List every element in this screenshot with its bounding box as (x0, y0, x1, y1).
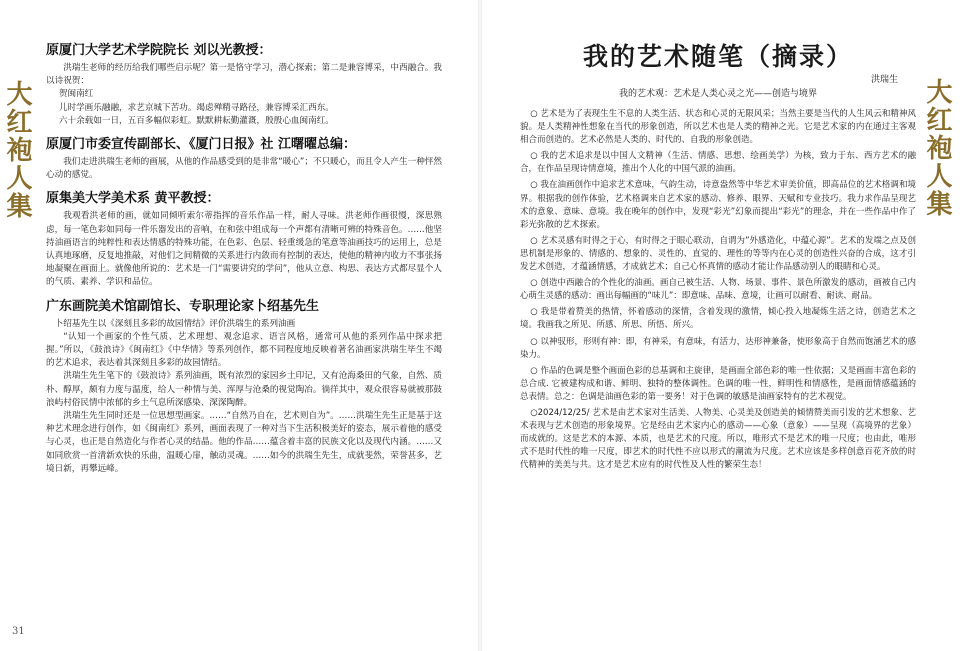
right-column (520, 40, 916, 475)
paragraph: 洪瑞生先生同时还是一位思想型画家。……“自然乃自在，艺术则自为”。……洪瑞生先生正是基于这种艺术理念进行创作，如《闽南红》系列，画面表现了一种对当下生活积极美好的姿态，展示着他的感受与心灵，也正是自然造化与作者心灵的结晶。他的作品……蕴含着丰富的民族文化以及现代内涵。……又如同欣赏一首清新欢快的乐曲，温暖心扉，触动灵魂。……如今的洪瑞生先生，成就斐然，荣誉甚多，艺境日新，再攀远峰。 (46, 411, 442, 474)
paragraph: “认知一个画家的个性气质、艺术理想、观念追求、语言风格，通常可从他的系列作品中探求把握。”所以，《鼓浪诗》《闽南红》《中华情》等系列创作，都不同程度地反映着著名油画家洪瑞生毕生不竭的艺术追求，表达着其深刻且多彩的故园情结。 (46, 331, 442, 369)
essay-paragraph: ○ 我的艺术追求是以中国人文精神（生活、情感、思想、绘画美学）为核，致力于东、西方艺术的融合，在作品呈现诗情意境，推出个人化的中国气派的油画。 (520, 151, 916, 175)
poem-title: 贺闽南红 (58, 89, 94, 100)
section-heading: 广东画院美术馆副馆长、专职理论家卜绍基先生 (46, 298, 320, 314)
subtitle: 我的艺术观：艺术是人类心灵之光——创造与境界 (618, 89, 817, 99)
section-huang (46, 190, 442, 289)
section-heading: 原集美大学美术系 黄平教授： (46, 191, 220, 207)
essay-paragraph: ○ 我是带着赞美的热情，怀着感动的深情，含着发现的激情，倾心投入地凝炼生活之诗，创造艺术之境。我画我之所见、所感、所思、所悟、所兴。 (520, 307, 916, 331)
section-jiang (46, 136, 442, 182)
section-heading: 原厦门市委宣传副部长、《厦门日报》社 江曙曜总编： (46, 137, 357, 153)
poem-line: 六十余载如一日，五百多幅似彩虹。默默耕耘勤灌溉，殷殷心血闽南红。 (58, 115, 334, 126)
vertical-title-right: 大红袍人集 (922, 78, 952, 218)
essay-paragraph: ○2024/12/25/ 艺术是由艺术家对生活美、人物美、心灵美及创造美的倾情赞美而引发的艺术想象、艺术表现与艺术创造的形象境界。它是经由艺术家内心的感动——心象（意象）——呈现（高境界的艺象）而成就的。这是艺术的本源、本质，也是艺术的尺度。所以，唯形式不是艺术的唯一尺度；也由此，唯形式不是时代性的唯一尺度，即艺术的时代性不应以形式的潮流为尺度。艺术应该是多样创意百花齐放的时代精神的美美与共。这才是艺术应有的时代性及人性的繁荣生态！ (520, 407, 916, 471)
section-heading: 原厦门大学艺术学院院长 刘以光教授： (46, 43, 272, 58)
essay-paragraph: ○ 作品的色调是整个画面色彩的总基调和主旋律，是画面全部色彩的唯一性依据；又是画面丰富色彩的总合成. 它被建构成和谐、鲜明、独特的整体调性。色调的唯一性，鲜明性和情感性，是画面情感蕴涵的总表情。总之：色调是油画色彩的第一要务！对于色调的敏感是油画家特有的艺术视觉。 (520, 365, 916, 402)
section-bu (46, 298, 442, 476)
essay-paragraph: ○ 我在油画创作中追求艺术意味，气韵生动，诗意盎然等中华艺术审美价值，即高品位的艺术格调和境界。根据我的创作体验，艺术格调来自艺术家的感动、修养、眼界、天赋和专业技巧。我力求作品呈现艺术的意象、意味、意境。我在晚年的创作中，发现“彩光”幻象而提出“彩光”的理念，并在一些作品中作了彩光弥散的艺术探索。 (520, 180, 916, 230)
paragraph: 我观看洪老师的画，就如同倾听索尔蒂指挥的音乐作品一样，耐人寻味。洪老师作画很慢，深思熟虑，每一笔色彩如同每一件乐器发出的音响，在和弦中组成每一个声都有清晰可辨的特殊音色。……他坚持油画语言的纯粹性和表达情感的特殊功能，在色彩、色层、轻重缓急的笔意等油画技巧的运用上，总是认真地琢磨，反复地推敲，对他们之间精微的关系进行内敛而有控制的表达，使他的精神内收力不事张扬地凝聚在画面上。就像他所说的：艺术是一门“需要讲究的学问”，他从立意、构思、表达方式都尽显个人的气质、素养、学识和品位。 (46, 211, 442, 288)
paragraph: 卜绍基先生以《深刻且多彩的故园情结》评价洪瑞生的系列油画 (54, 318, 296, 329)
vertical-title-left: 大红袍人集 (2, 80, 32, 220)
right-page (480, 0, 960, 651)
left-column (46, 42, 442, 484)
page-title: 我的艺术随笔（摘录） (582, 42, 853, 71)
essay-paragraph: ○ 艺术是为了表现生生不息的人类生活、状态和心灵的无限风采；当然主要是当代的人生风云和精神风貌。是人类精神性想象在当代的形象创造，所以艺术也是人类的精神之光。它是艺术家的内在通过主客观相合而创造的。艺术必然是人类的、时代的、自我的形象创造。 (520, 109, 916, 146)
paragraph: 我们走进洪瑞生老师的画展，从他的作品感受到的是非常“暖心”；不只暖心，而且令人产生一种怦然心动的感觉。 (46, 157, 442, 181)
essay-paragraph: ○ 创造中西融合的个性化的油画。画自己被生活、人物、场景、事件、景色所激发的感动，画被自己内心萌生灵感的感动：画出每幅画的“味儿”：即意味、品味、意境，让画可以耐看、耐读、耐品。 (520, 278, 916, 302)
poem-line: 儿时学画乐融融，求艺京城下苦功。竭虑殚精寻路径，兼容博采汇西东。 (58, 102, 334, 113)
author: 洪瑞生 (870, 75, 898, 85)
paragraph: 洪瑞生老师的经历给我们哪些启示呢？第一是恪守学习，潜心探索；第二是兼容博采，中西融合。我以诗祝贺： (46, 63, 442, 87)
page-number: 31 (12, 626, 25, 637)
paragraph: 洪瑞生先生笔下的《鼓浪诗》系列油画，既有浓烈的家园乡土印记，又有沧海桑田的气象，自然、质朴、醇厚，颇有力度与温度，给人一种情与美、浑厚与沧桑的视觉陶冶。徜徉其中，观众很容易就被那鼓浪屿村俗民情中浓郁的乡土气息所深感染、深深陶醉。 (46, 371, 442, 408)
essay-paragraph: ○ 以神驭形，形则有神：即，有神采，有意味，有活力，达形神兼备，使形象高于自然而饱涵艺术的感染力。 (520, 336, 916, 360)
essay-paragraph: ○ 艺术灵感有时得之于心，有时得之于眼心联动，自谓为”外感造化，中蕴心源”。艺术的发端之点及创思机制是形象的、情感的、想象的、灵性的、直觉的、理性的等等内在心灵的创造性兴奋的合成，这才引发艺术创造，才蕴涵情感，才成就艺术；自己心怀真情的感动才能让作品感动别人的眼睛和心灵。 (520, 235, 916, 273)
section-liu (46, 42, 442, 128)
